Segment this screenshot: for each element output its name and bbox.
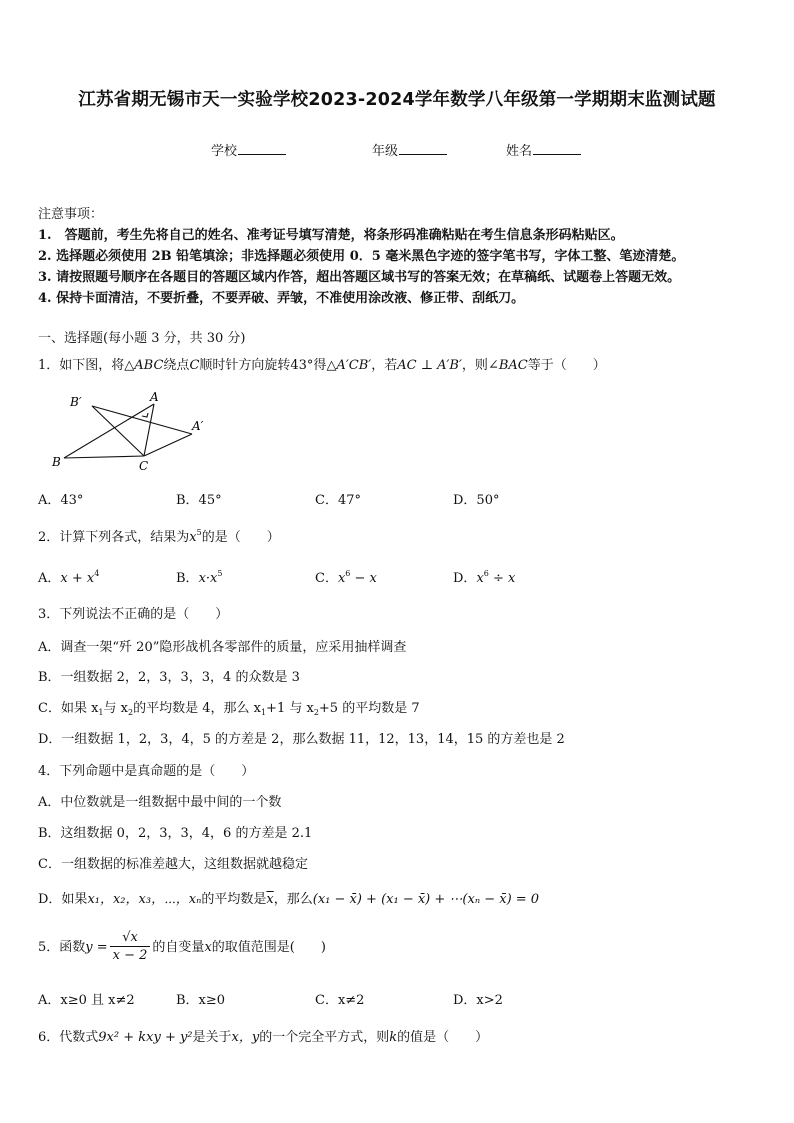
q3c-sub: 1 [98, 708, 104, 717]
q1-triangle-rotated: △A′CB′ [326, 358, 372, 373]
q2-option-c[interactable] [315, 567, 377, 586]
school-blank[interactable] [238, 142, 286, 155]
q4-option-b[interactable]: B．这组数据 0，2，3，3，4，6 的方差是 2.1 [38, 826, 313, 841]
q6-text: 6．代数式 [38, 1030, 99, 1045]
q1-text: 1．如下图，将 [38, 358, 125, 373]
label-A1: A′ [192, 419, 204, 433]
q3-option-c[interactable] [38, 697, 420, 717]
label-B1: B′ [70, 395, 82, 409]
segment-AC [144, 404, 154, 456]
school-label: 学校 [211, 144, 238, 159]
option-label: D． [453, 571, 477, 586]
name-blank[interactable] [533, 142, 581, 155]
q1-triangle: △ABC [124, 358, 164, 373]
option-label: C． [315, 571, 338, 586]
q5-option-b[interactable]: B．x≥0 [176, 993, 226, 1008]
q6-text: 是关于 [192, 1030, 232, 1045]
q5-numerator: √x [110, 930, 151, 947]
q5-option-a[interactable]: A．x≥0 且 x≠2 [38, 993, 135, 1008]
q5-fraction [110, 930, 151, 965]
question-2-stem [38, 526, 280, 545]
question-5-stem [38, 930, 326, 965]
q1-figure [50, 388, 210, 474]
q4d-text: D．如果 [38, 892, 88, 907]
segment-A1C [144, 434, 192, 456]
option-exp: 4 [94, 569, 100, 578]
q5-denominator: x − 2 [112, 948, 148, 963]
question-4-stem: 4．下列命题中是真命题的是（ ） [38, 764, 255, 779]
q1-option-c[interactable]: C．47° [315, 493, 361, 508]
notes-heading: 注意事项： [38, 207, 104, 222]
q1-text: 顺时针方向旋转43°得 [199, 358, 327, 373]
q5-y: y = [85, 940, 108, 955]
q6-text: 的值是（ ） [397, 1030, 489, 1045]
option-exp: 6 [483, 569, 489, 578]
q4-option-a[interactable]: A．中位数就是一组数据中最中间的一个数 [38, 795, 282, 810]
q5-text: 5．函数 [38, 940, 86, 955]
q2-text: 的是（ ） [201, 530, 280, 545]
q3c-text: 与 x [103, 701, 128, 716]
q4d-mean: $\overline{x}$ [266, 892, 274, 907]
q5-option-d[interactable]: D．x>2 [453, 993, 503, 1008]
q4d-expression: (x₁ − x̄) + (x₁ − x̄) + ⋯(xₙ − x̄) = 0 [312, 892, 540, 907]
q2-option-a[interactable] [38, 567, 99, 586]
option-exp: 5 [217, 569, 223, 578]
option-base: x [337, 571, 346, 586]
q6-k: k [389, 1030, 398, 1045]
option-tail: − x [350, 571, 377, 586]
question-3-stem: 3．下列说法不正确的是（ ） [38, 607, 229, 622]
q5-var: x [204, 940, 212, 955]
q3c-text: 的平均数是 4，那么 x [133, 701, 261, 716]
q2-option-d[interactable] [453, 567, 515, 586]
question-6-stem [38, 1026, 488, 1045]
name-label: 姓名 [506, 144, 533, 159]
note-item: 2. 选择题必须使用 2B 铅笔填涂；非选择题必须使用 0．5 毫米黑色字迹的签字笔书写，字体工整、笔迹清楚。 [38, 249, 685, 264]
grade-field[interactable] [372, 140, 447, 159]
q6-text: 的一个完全平方式，则 [259, 1030, 390, 1045]
right-angle-mark [142, 413, 148, 417]
question-1-stem [38, 354, 606, 373]
q3c-text: +1 与 x [266, 701, 314, 716]
page-title: 江苏省期无锡市天一实验学校2023-2024学年数学八年级第一学期期末监测试题 [78, 90, 716, 110]
section-heading: 一、选择题(每小题 3 分，共 30 分) [38, 331, 246, 346]
q4d-text: 的平均数是 [201, 892, 267, 907]
note-item: 3. 请按照题号顺序在各题目的答题区域内作答，超出答题区域书写的答案无效；在草稿纸、试题卷上答题无效。 [38, 270, 681, 285]
q1-text: ，则 [461, 358, 488, 373]
q3c-sub: 1 [260, 708, 267, 717]
q5-text: 的取值范围是( ) [211, 940, 326, 955]
q5-text: 的自变量 [152, 940, 205, 955]
q6-vars: x，y [231, 1030, 260, 1045]
q1-angle: ∠BAC [487, 358, 528, 373]
option-base: x [476, 571, 484, 586]
option-exp: 6 [345, 569, 351, 578]
q4-option-c[interactable]: C．一组数据的标准差越大，这组数据就越稳定 [38, 857, 308, 872]
label-C: C [139, 459, 149, 473]
segment-BC [64, 456, 144, 458]
label-B: B [52, 455, 61, 469]
q1-option-a[interactable]: A．43° [38, 493, 84, 508]
q1-perpendicular: AC ⊥ A′B′ [397, 358, 462, 373]
option-label: B． [176, 571, 199, 586]
q1-option-d[interactable]: D．50° [453, 493, 500, 508]
q1-text: 等于（ ） [527, 358, 606, 373]
note-item: 1. 答题前，考生先将自己的姓名、准考证号填写清楚，将条形码准确粘贴在考生信息条形码粘贴区。 [38, 228, 624, 243]
q3c-sub: 2 [313, 708, 319, 717]
q4d-vars: x₁，x₂，x₃，⋯，xₙ [87, 892, 202, 907]
q1-point: C [189, 358, 200, 373]
q1-text: 绕点 [163, 358, 190, 373]
note-item: 4. 保持卡面清洁，不要折叠，不要弄破、弄皱，不准使用涂改液、修正带、刮纸刀。 [38, 291, 525, 306]
label-A: A [150, 390, 159, 404]
q3c-sub: 2 [127, 708, 134, 717]
q2-exponent: 5 [196, 528, 202, 537]
segment-BA [64, 404, 154, 458]
q3-option-b[interactable]: B．一组数据 2，2，3，3，3，4 的众数是 3 [38, 670, 300, 685]
q2-base: x [189, 530, 197, 545]
q3-option-d[interactable]: D．一组数据 1，2，3，4，5 的方差是 2，那么数据 11，12，13，14，15 的方差也是 2 [38, 732, 565, 747]
q4-option-d[interactable] [38, 888, 539, 907]
name-field[interactable] [506, 140, 581, 159]
q1-text: ，若 [371, 358, 398, 373]
q2-text: 2．计算下列各式，结果为 [38, 530, 190, 545]
grade-label: 年级 [372, 144, 399, 159]
q3c-text: +5 的平均数是 7 [318, 701, 420, 716]
q4d-text: ，那么 [273, 892, 313, 907]
q6-expression: 9x² + kxy + y² [98, 1030, 193, 1045]
grade-blank[interactable] [399, 142, 447, 155]
q1-option-b[interactable]: B．45° [176, 493, 222, 508]
option-label: A． [38, 571, 61, 586]
q5-option-c[interactable]: C．x≠2 [315, 993, 365, 1008]
option-tail: ÷ x [488, 571, 516, 586]
option-base: x + x [60, 571, 95, 586]
option-base: x·x [198, 571, 218, 586]
q3c-text: C．如果 x [38, 701, 99, 716]
school-field[interactable] [211, 140, 286, 159]
q3-option-a[interactable]: A．调查一架“歼 20”隐形战机各零部件的质量，应采用抽样调查 [38, 640, 407, 655]
q2-option-b[interactable] [176, 567, 222, 586]
